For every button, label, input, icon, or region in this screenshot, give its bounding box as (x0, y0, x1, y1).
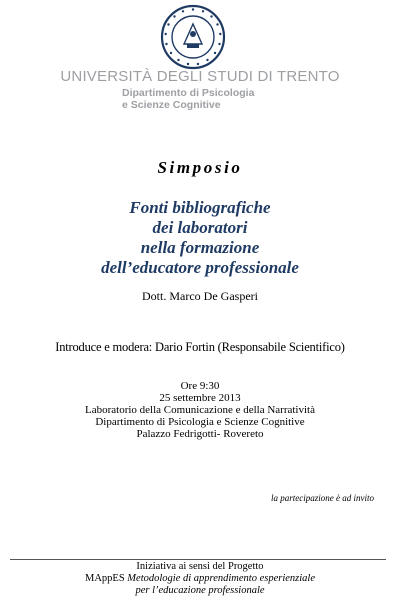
footer-line-1: Iniziativa ai sensi del Progetto (136, 561, 264, 572)
footer-line-3 (0, 585, 400, 597)
footer-line-2 (0, 573, 400, 585)
university-name: UNIVERSITÀ DEGLI STUDI DI TRENTO (60, 68, 340, 85)
university-seal-logo (160, 4, 226, 70)
moderator-line: Introduce e modera: Dario Fortin (Responsabile Scientifico) (55, 340, 345, 354)
project-footer (0, 561, 400, 597)
participation-note: la partecipazione è ad invito (271, 493, 374, 503)
department-line-1: Dipartimento di Psicologia (122, 87, 255, 99)
title-line: Fonti bibliografiche (129, 198, 271, 217)
project-name-continued: per l’educazione professionale (135, 585, 265, 596)
footer-divider (10, 559, 386, 560)
title-line: nella formazione (140, 238, 260, 257)
event-date: 25 settembre 2013 (159, 392, 241, 404)
event-title (0, 198, 400, 278)
title-line: dell’educatore professionale (101, 258, 299, 277)
event-time: Ore 9:30 (180, 380, 220, 392)
venue-line-2: Dipartimento di Psicologia e Scienze Cognitive (95, 416, 305, 428)
project-acronym: MAppES (84, 573, 125, 584)
department-line-2: e Scienze Cognitive (122, 99, 221, 111)
venue-line-3: Palazzo Fedrigotti- Rovereto (136, 428, 264, 440)
project-name: Metodologie di apprendimento esperienziale (127, 573, 315, 584)
event-details (0, 380, 400, 440)
title-line: dei laboratori (152, 218, 248, 237)
speaker-name: Dott. Marco De Gasperi (142, 289, 258, 303)
venue-line-1: Laboratorio della Comunicazione e della Narratività (85, 404, 315, 416)
event-type-heading: Simposio (157, 158, 243, 177)
department-name (122, 87, 254, 111)
